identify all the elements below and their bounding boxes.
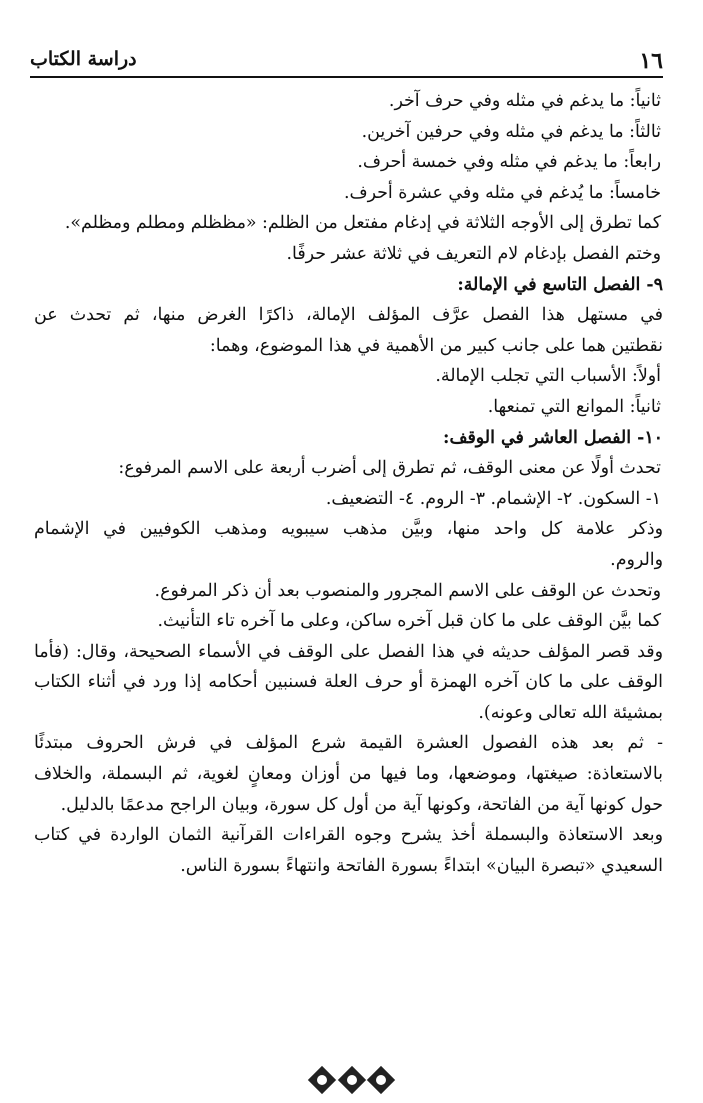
text-line: بالاستعاذة: صيغتها، وموضعها، وما فيها من أوزان ومعانٍ لغوية، ثم البسملة، والخلاف: [34, 764, 663, 785]
text-line: وتحدث عن الوقف على الاسم المجرور والمنصوب بعد أن ذكر المرفوع.: [154, 580, 661, 601]
text-line: في مستهل هذا الفصل عرَّف المؤلف الإمالة، ذاكرًا الغرض منها، ثم تحدث عن: [34, 305, 663, 326]
text-line: تحدث أولًا عن معنى الوقف، ثم تطرق إلى أضرب أربعة على الاسم المرفوع:: [118, 458, 661, 479]
section-heading: ١٠- الفصل العاشر في الوقف:: [443, 427, 663, 448]
page-header: [30, 42, 663, 78]
text-line: ثانياً: ما يدغم في مثله وفي حرف آخر.: [388, 91, 661, 111]
text-line: والروم.: [610, 549, 663, 570]
text-line: ١- السكون. ٢- الإشمام. ٣- الروم. ٤- التضعيف.: [325, 488, 661, 509]
text-line: حول كونها آية من الفاتحة، وكونها آية من أول كل سورة، وبيان الراجح مدعمًا بالدليل.: [60, 794, 663, 815]
ornament-icon: [337, 1066, 365, 1094]
section-heading: ٩- الفصل التاسع في الإمالة:: [457, 274, 663, 295]
body-text: [34, 86, 663, 881]
text-line: أولاً: الأسباب التي تجلب الإمالة.: [435, 366, 661, 387]
page-number: ١٦: [639, 48, 663, 74]
text-line: وذكر علامة كل واحد منها، وبيَّن مذهب سيبويه ومذهب الكوفيين في الإشمام: [34, 519, 663, 540]
end-ornament: [0, 1070, 703, 1094]
text-line: وبعد الاستعاذة والبسملة أخذ يشرح وجوه القراءات القرآنية الثمان الواردة في كتاب: [34, 825, 663, 846]
text-line: كما بيَّن الوقف على ما كان قبل آخره ساكن، وعلى ما آخره تاء التأنيث.: [157, 611, 661, 632]
text-line: كما تطرق إلى الأوجه الثلاثة في إدغام مفتعل من الظلم: «مظظلم ومطلم ومظلم».: [64, 213, 661, 234]
text-line: نقطتين هما على جانب كبير من الأهمية في هذا الموضوع، وهما:: [209, 335, 663, 356]
text-line: ثالثاً: ما يدغم في مثله وفي حرفين آخرين.: [361, 121, 661, 142]
text-line: ثانياً: الموانع التي تمنعها.: [487, 396, 661, 417]
text-line: الوقف على ما كان آخره الهمزة أو حرف العلة فسنبين أحكامه إذا ورد في أثناء الكتاب: [34, 672, 663, 693]
ornament-icon: [308, 1066, 336, 1094]
text-line: وقد قصر المؤلف حديثه في هذا الفصل على الوقف في الأسماء الصحيحة، وقال: (فأما: [34, 641, 663, 662]
text-line: السعيدي «تبصرة البيان» ابتداءً بسورة الفاتحة وانتهاءً بسورة الناس.: [180, 855, 663, 876]
text-line: خامساً: ما يُدغم في مثله وفي عشرة أحرف.: [344, 182, 661, 203]
text-line: - ثم بعد هذه الفصول العشرة القيمة شرع المؤلف في فرش الحروف مبتدئًا: [34, 733, 663, 754]
ornament-icon: [366, 1066, 394, 1094]
text-line: رابعاً: ما يدغم في مثله وفي خمسة أحرف.: [357, 152, 661, 173]
text-line: بمشيئة الله تعالى وعونه).: [478, 702, 663, 723]
running-title: دراسة الكتاب: [30, 48, 137, 70]
text-line: وختم الفصل بإدغام لام التعريف في ثلاثة عشر حرفًا.: [286, 243, 661, 264]
